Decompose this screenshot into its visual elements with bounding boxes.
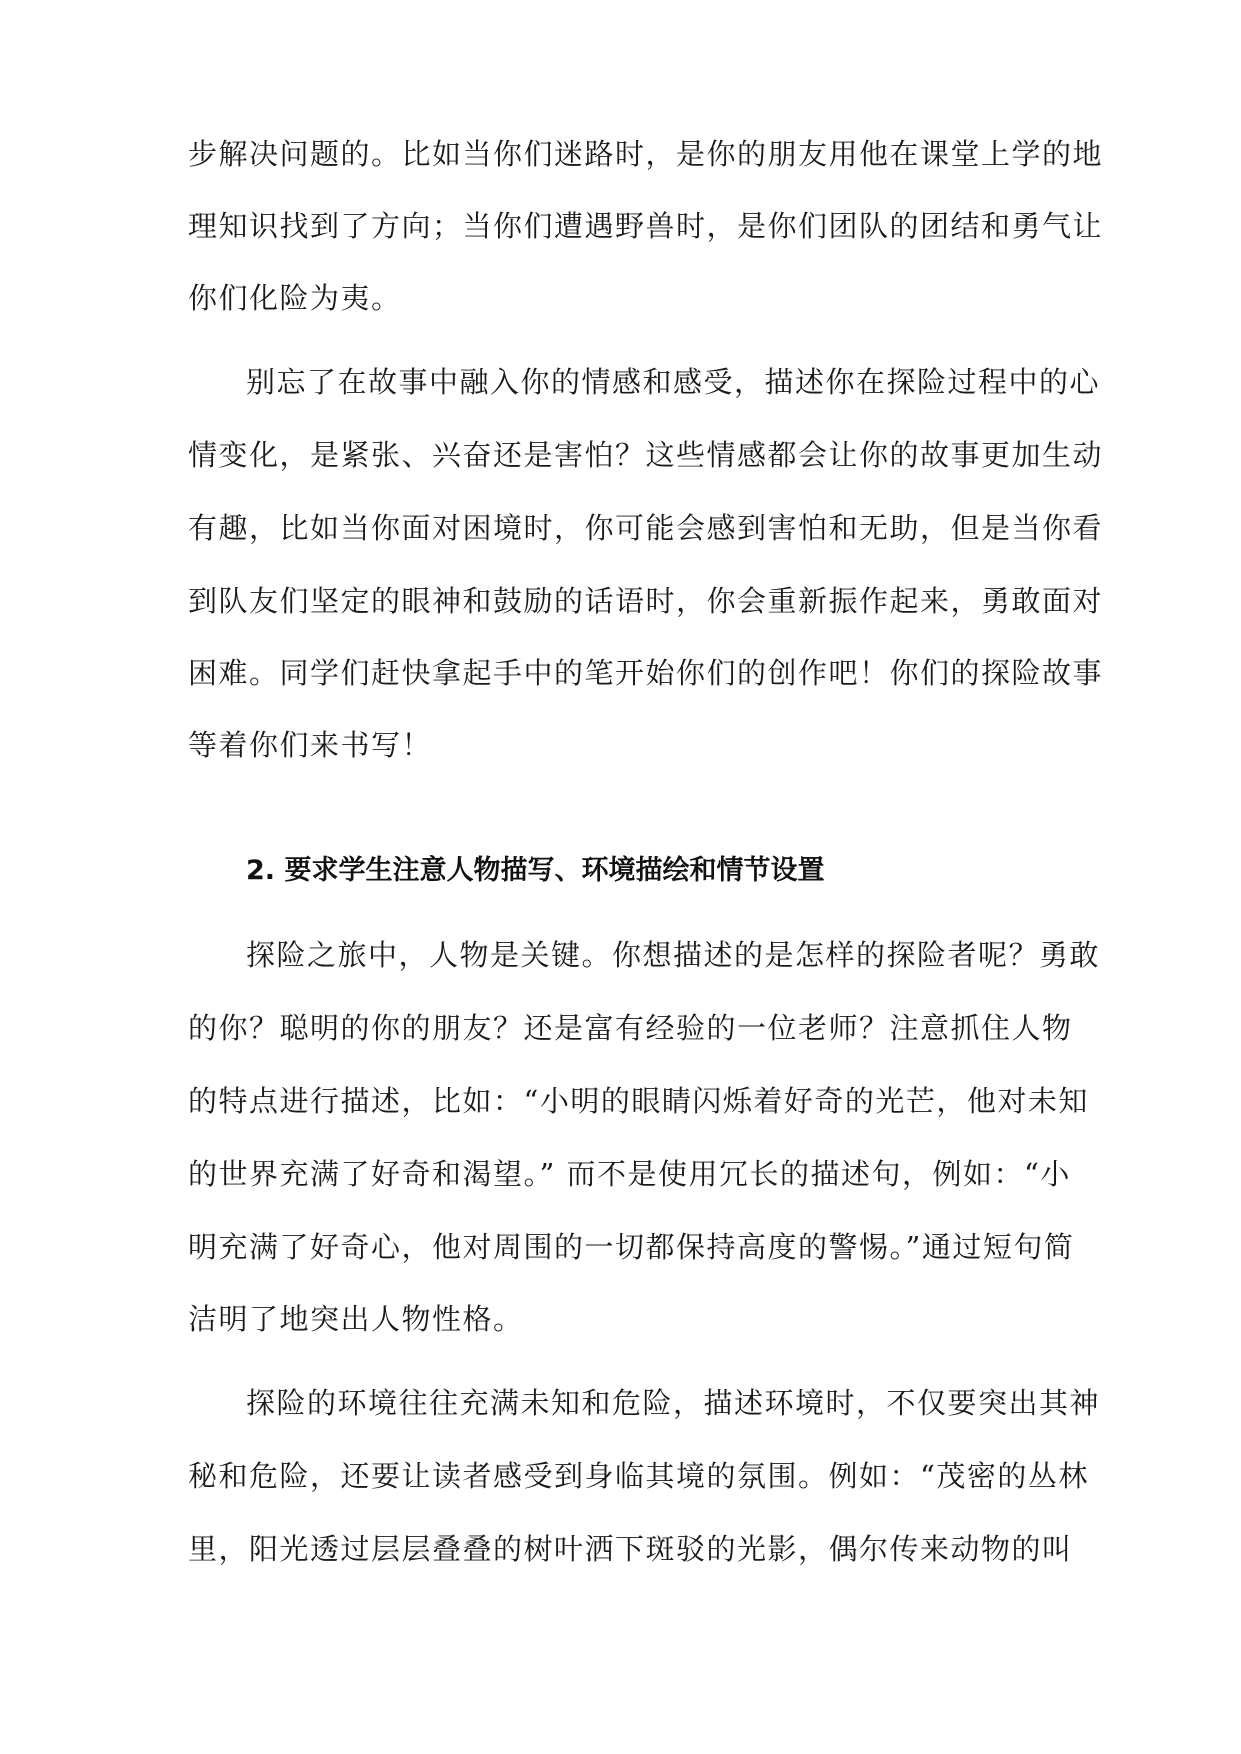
text-line: 你们化险为夷。	[188, 281, 402, 315]
text-line: 探险之旅中，人物是关键。你想描述的是怎样的探险者呢？勇敢	[246, 938, 1101, 972]
text-line: 的世界充满了好奇和渴望。” 而不是使用冗长的描述句，例如：“小	[188, 1157, 1071, 1191]
section-heading: 2. 要求学生注意人物描写、环境描绘和情节设置	[246, 855, 825, 886]
text-line: 秘和危险，还要让读者感受到身临其境的氛围。例如：“茂密的丛林	[188, 1459, 1089, 1493]
text-line: 的特点进行描述，比如：“小明的眼睛闪烁着好奇的光芒，他对未知	[188, 1084, 1089, 1118]
text-line: 情变化，是紧张、兴奋还是害怕？这些情感都会让你的故事更加生动	[188, 438, 1104, 472]
text-line: 洁明了地突出人物性格。	[188, 1302, 524, 1336]
text-line: 到队友们坚定的眼神和鼓励的话语时，你会重新振作起来，勇敢面对	[188, 584, 1104, 618]
text-line: 困难。同学们赶快拿起手中的笔开始你们的创作吧！你们的探险故事	[188, 656, 1104, 690]
text-line: 别忘了在故事中融入你的情感和感受，描述你在探险过程中的心	[246, 365, 1101, 399]
text-line: 理知识找到了方向；当你们遭遇野兽时，是你们团队的团结和勇气让	[188, 209, 1104, 243]
text-line: 等着你们来书写！	[188, 728, 433, 762]
text-line: 里，阳光透过层层叠叠的树叶洒下斑驳的光影，偶尔传来动物的叫	[188, 1532, 1073, 1566]
text-line: 的你？聪明的你的朋友？还是富有经验的一位老师？注意抓住人物	[188, 1011, 1073, 1045]
text-line: 步解决问题的。比如当你们迷路时，是你的朋友用他在课堂上学的地	[188, 137, 1104, 171]
text-line: 探险的环境往往充满未知和危险，描述环境时，不仅要突出其神	[246, 1386, 1101, 1420]
text-line: 明充满了好奇心，他对周围的一切都保持高度的警惕。”通过短句简	[188, 1230, 1075, 1264]
text-line: 有趣，比如当你面对困境时，你可能会感到害怕和无助，但是当你看	[188, 511, 1104, 545]
